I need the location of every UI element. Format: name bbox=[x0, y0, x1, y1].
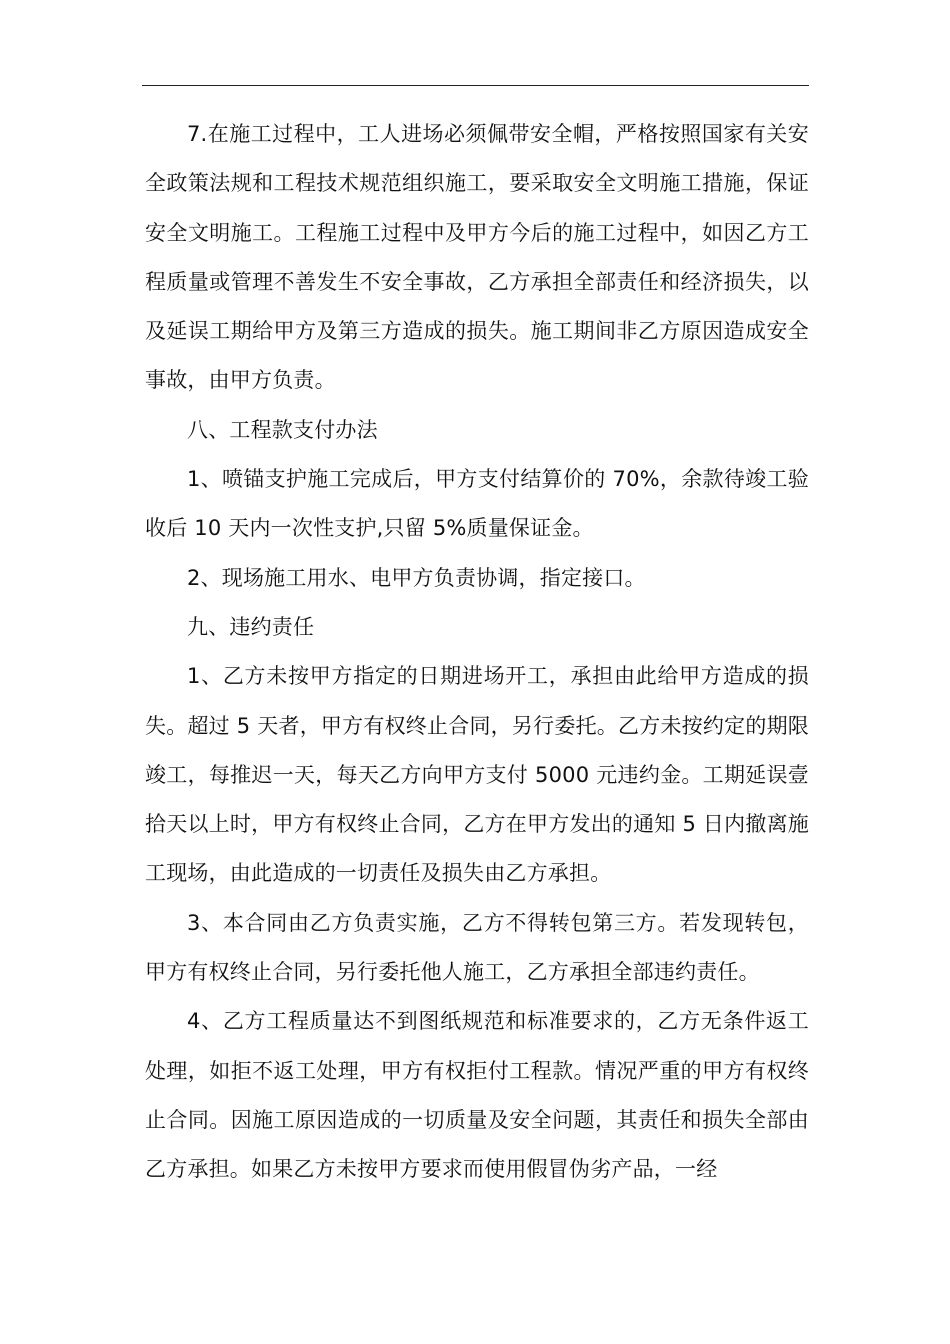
section-heading-breach: 九、违约责任 bbox=[187, 614, 315, 639]
paragraph-payment-1: 1、喷锚支护施工完成后，甲方支付结算价的 70%，余款待竣工验收后 10 天内一次性支护,只留 5%质量保证金。 bbox=[145, 467, 809, 541]
paragraph-breach-4: 4、乙方工程质量达不到图纸规范和标准要求的，乙方无条件返工处理，如拒不返工处理，甲方有权拒付工程款。情况严重的甲方有权终止合同。因施工原因造成的一切质量及安全问题，其责任和损失全部由乙方承担。如果乙方未按甲方要求而使用假冒伪劣产品，一经 bbox=[145, 1009, 809, 1182]
paragraph-breach-1: 1、乙方未按甲方指定的日期进场开工，承担由此给甲方造成的损失。超过 5 天者，甲方有权终止合同，另行委托。乙方未按约定的期限竣工，每推迟一天，每天乙方向甲方支付 5000 元违约金。工期延误壹拾天以上时，甲方有权终止合同，乙方在甲方发出的通知 5 日内撤离施工现场，由此造成的一切责任及损失由乙方承担。 bbox=[145, 664, 809, 886]
paragraph-breach-3: 3、本合同由乙方负责实施，乙方不得转包第三方。若发现转包，甲方有权终止合同，另行委托他人施工，乙方承担全部违约责任。 bbox=[145, 910, 809, 985]
document-body bbox=[145, 110, 809, 1195]
section-heading-payment: 八、工程款支付办法 bbox=[187, 417, 378, 442]
paragraph-payment-2: 2、现场施工用水、电甲方负责协调，指定接口。 bbox=[187, 565, 646, 590]
paragraph-safety-clause: 7.在施工过程中，工人进场必须佩带安全帽，严格按照国家有关安全政策法规和工程技术规范组织施工，要采取安全文明施工措施，保证安全文明施工。工程施工过程中及甲方今后的施工过程中，如因乙方工程质量或管理不善发生不安全事故，乙方承担全部责任和经济损失，以及延误工期给甲方及第三方造成的损失。施工期间非乙方原因造成安全事故，由甲方负责。 bbox=[145, 122, 809, 393]
header-divider bbox=[142, 85, 809, 86]
